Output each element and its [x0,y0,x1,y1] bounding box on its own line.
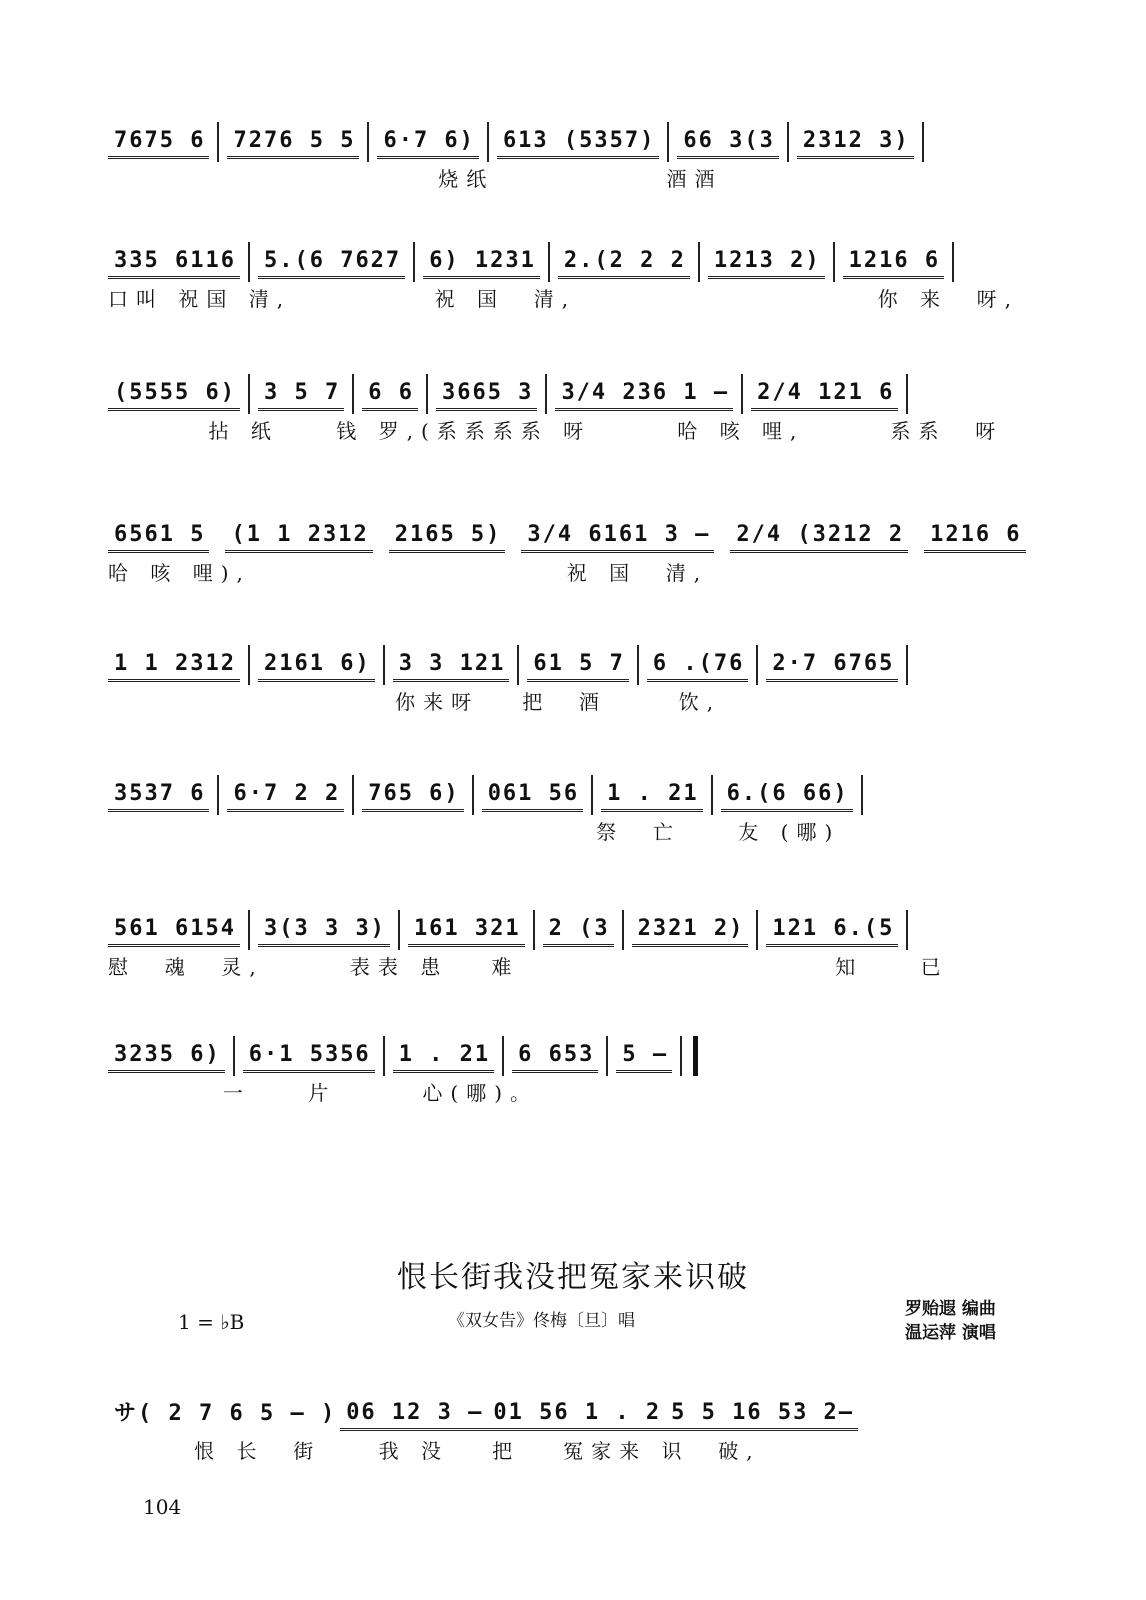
lyrics-row: 恨 长 街 我 没 把 冤家来 识 破, [108,1439,761,1463]
measure: 06 12 3 — [340,1398,487,1431]
lyrics-row: 一 片 心(哪)。 [108,1081,539,1105]
barline [533,910,535,950]
barline [548,242,550,282]
barline [248,374,250,414]
score-line-6 [108,773,1028,847]
barline [711,775,713,815]
measure: 161 321 [408,914,525,947]
score-line-3 [108,372,1028,446]
measure: 2321 2) [632,914,749,947]
score-line-4 [108,514,1028,588]
barline [756,645,758,685]
lyrics-row: 烧纸 酒酒 [108,167,723,191]
barline [545,374,547,414]
barline [233,1036,235,1076]
barline [741,374,743,414]
measure: 2161 6) [258,649,375,682]
song-subtitle: 《双女告》佟梅〔旦〕唱 [448,1311,635,1331]
notation-row [108,514,1028,558]
measure: 61 5 7 [527,649,628,682]
measure: サ( 2 7 6 5 — ) [114,1401,337,1426]
measure: 2 (3 [543,914,614,947]
measure: 1 . 21 [393,1040,494,1073]
credits [905,1297,996,1345]
barline [591,775,593,815]
measure: 1213 2) [708,246,825,279]
barline [383,645,385,685]
barline [906,374,908,414]
measure: 2312 3) [797,126,914,159]
notation-row [108,1392,1028,1436]
measure: 2·7 6765 [766,649,898,682]
measure: 3 5 7 [258,378,344,411]
barline [352,374,354,414]
measure: 6·7 2 2 [227,779,344,812]
measure: 6 6 [362,378,418,411]
arranger-credit: 罗贻遐 编曲 [905,1299,996,1319]
key-signature: 1 = ♭B [178,1310,245,1334]
notation-row [108,773,1028,817]
barline [472,775,474,815]
measure: 6·1 5356 [243,1040,375,1073]
lyrics-row: 拈 纸 钱 罗,(系系系系 呀 哈 咳 哩, 系系 呀 [108,419,1004,443]
score-line-8 [108,1034,1028,1108]
measure: 7276 5 5 [227,126,359,159]
measure: 561 6154 [108,914,240,947]
measure: 3235 6) [108,1040,225,1073]
barline [413,242,415,282]
notation-row [108,240,1028,284]
barline [622,910,624,950]
notation-row [108,1034,1028,1078]
score-line-7 [108,908,1028,982]
lyrics-row: 祭 亡 友 (哪) [108,820,841,844]
measure: (5555 6) [108,378,240,411]
measure: 1 1 2312 [108,649,240,682]
measure: 2/4 121 6 [751,378,898,411]
barline [606,1036,608,1076]
barline [502,1036,504,1076]
measure: 3665 3 [436,378,537,411]
barline [680,1036,682,1076]
page-number: 104 [143,1495,182,1519]
measure: 6 .(76 [647,649,748,682]
barline [952,242,954,282]
notation-row [108,120,1028,164]
barline [248,242,250,282]
measure: 061 56 [482,779,583,812]
measure: 5 5 16 53 2— [665,1398,858,1431]
barline [906,645,908,685]
measure: 6561 5 [108,520,209,553]
measure: 66 3(3 [677,126,778,159]
measure: 2.(2 2 2 [558,246,690,279]
measure: 613 (5357) [497,126,659,159]
measure: 3/4 236 1 — [555,378,733,411]
singer-credit: 温运萍 演唱 [905,1323,996,1343]
song-title: 恨长街我没把冤家来识破 [397,1260,749,1295]
measure: 2165 5) [389,520,506,553]
barline [698,242,700,282]
score-line-2 [108,240,1028,314]
measure: 6) 1231 [423,246,540,279]
measure: 6 653 [512,1040,598,1073]
lyrics-row: 口叫 祝国 清, 祝 国 清, 你 来 呀, [108,287,1020,311]
barline [787,122,789,162]
barline [367,122,369,162]
measure: 6.(6 66) [721,779,853,812]
score-line-5 [108,643,1028,717]
barline [383,1036,385,1076]
lyrics-row: 哈 咳 哩), 祝 国 清, [108,561,709,585]
barline [352,775,354,815]
barline [922,122,924,162]
notation-row [108,372,1028,416]
measure: 1216 6 [843,246,944,279]
barline [861,775,863,815]
measure: 765 6) [362,779,463,812]
measure: 3 3 121 [393,649,510,682]
measure: 3(3 3 3) [258,914,390,947]
barline [487,122,489,162]
final-barline [693,1036,698,1076]
barline [906,910,908,950]
barline [426,374,428,414]
measure: 1216 6 [924,520,1025,553]
barline [217,775,219,815]
notation-row [108,908,1028,952]
measure: 7675 6 [108,126,209,159]
barline [248,910,250,950]
score-line-1 [108,120,1028,194]
barline [756,910,758,950]
measure: (1 1 2312 [225,520,372,553]
measure: 5 — [616,1040,672,1073]
lyrics-row: 你来呀 把 酒 饮, [108,690,722,714]
measure: 1 . 21 [601,779,702,812]
barline [217,122,219,162]
measure: 121 6.(5 [766,914,898,947]
barline [248,645,250,685]
measure: 3/4 6161 3 — [521,520,714,553]
measure: 2/4 (3212 2 [730,520,908,553]
barline [637,645,639,685]
barline [833,242,835,282]
measure: 5.(6 7627 [258,246,405,279]
measure: 335 6116 [108,246,240,279]
barline [517,645,519,685]
measure: 01 56 1 . 2 [487,1398,665,1431]
lyrics-row: 慰 魂 灵, 表表 患 难 知 已 [108,955,949,979]
measure: 6·7 6) [377,126,478,159]
barline [398,910,400,950]
notation-row [108,643,1028,687]
song-score-line [108,1392,1028,1466]
barline [667,122,669,162]
measure: 3537 6 [108,779,209,812]
